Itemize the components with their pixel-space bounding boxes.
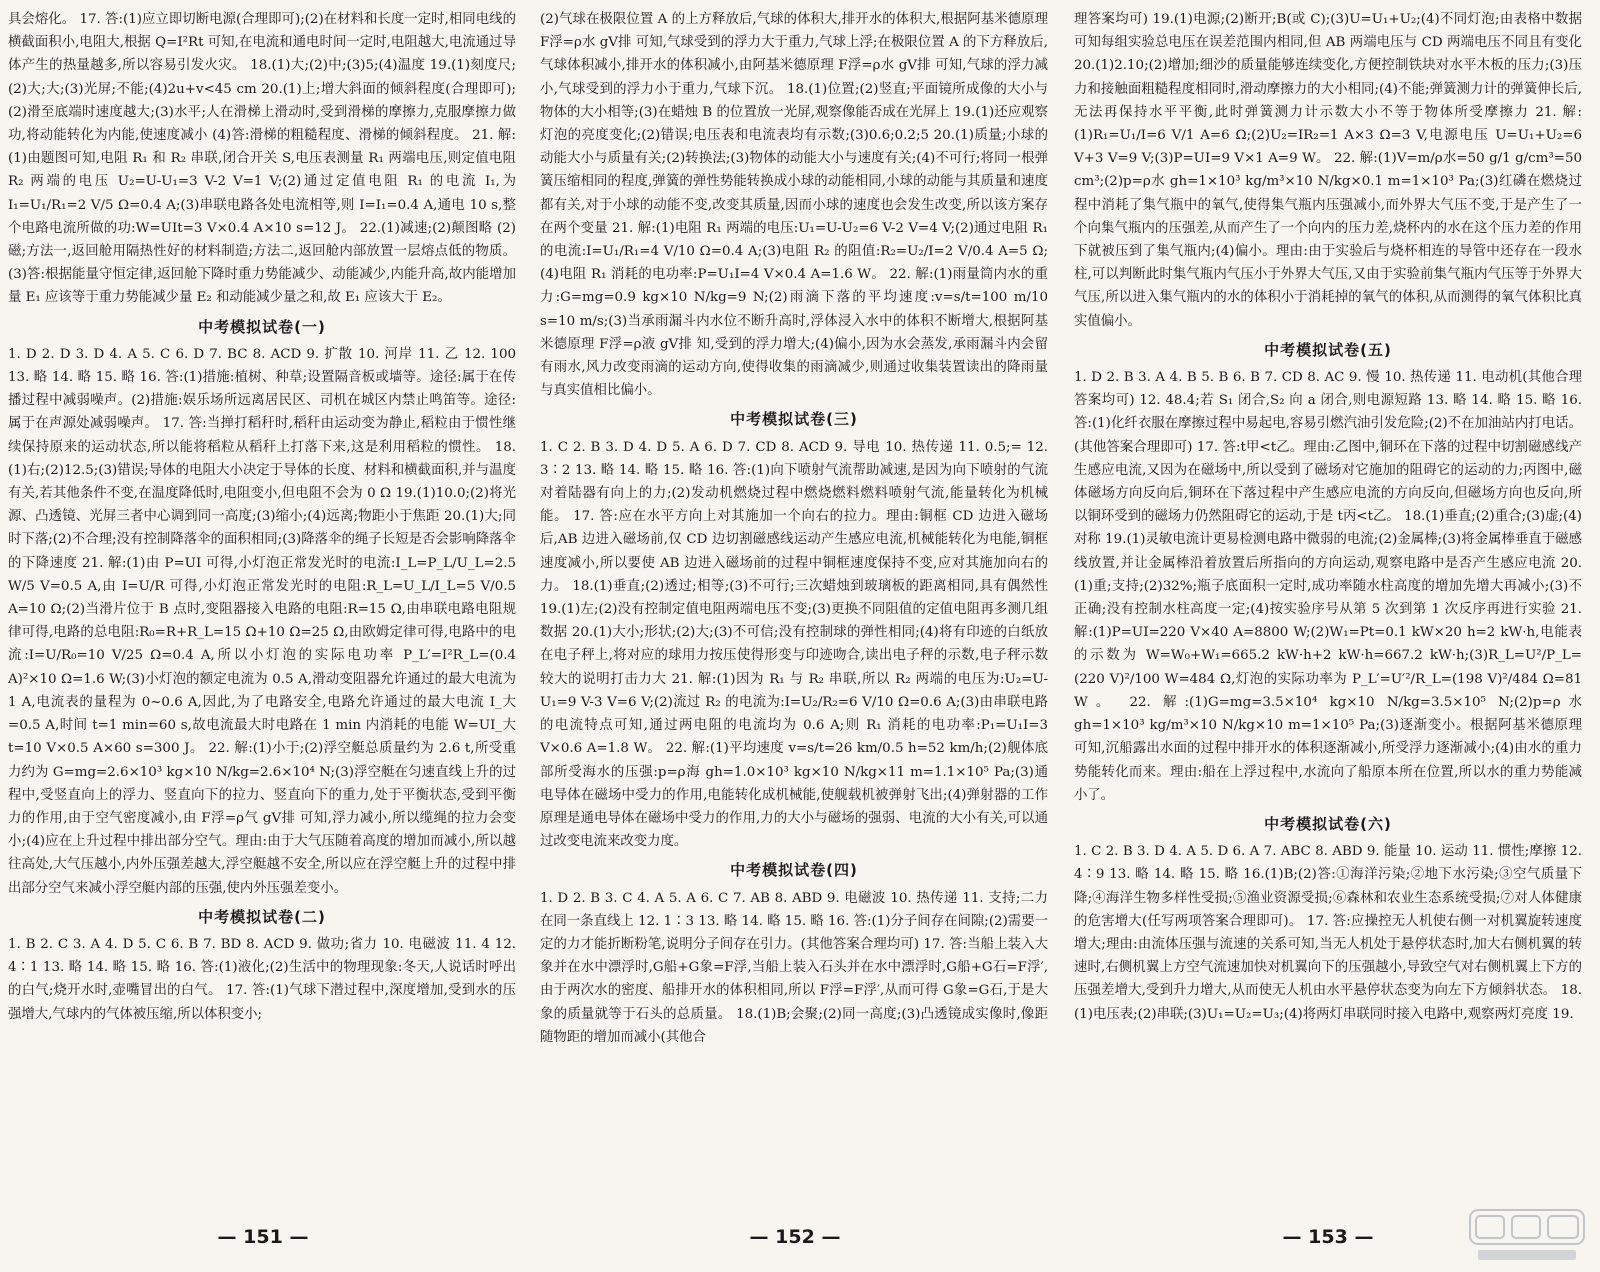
page-number: — 152 — <box>749 1226 841 1248</box>
page-number: — 153 — <box>1282 1226 1374 1248</box>
page-number: — 151 — <box>217 1226 309 1248</box>
answer-paragraph: 1. D 2. B 3. A 4. B 5. B 6. B 7. CD 8. AC 9. 慢 10. 热传递 11. 电动机(其他合理答案均可) 12. 48.4;若 S₁ 闭合,S₂ 向 a 闭合,则电源短路 13. 略 14. 略 15. 略 16. 答:(1)化纤衣服在摩擦过程中易起电,容易引燃汽油引发危险;(2)不在加油站内打电话。(其他答案合理即可) 17. 答:t甲<t乙。理由:乙图中,铜环在下落的过程中切割磁感线产生感应电流,又因为在磁场中,所以受到了磁场对它施加的阻碍它的运动的力;丙图中,磁体磁场方向反向后,铜环在下落过程中产生感应电流的方向反向,但磁场方向也反向,所以铜环受到的磁场力仍然阻碍它的运动,于是 t丙<t乙。 18.(1)垂直;(2)重合;(3)虚;(4)对称 19.(1)灵敏电流计更易检测电路中微弱的电流;(2)金属棒;(3)将金属棒垂直于磁感线放置,并让金属棒沿着放置后所指向的方向运动,观察电路中是否产生感应电流 20.(1)重;支持;(2)32%;瓶子底面积一定时,成功率随水柱高度的增加先增大再减小;(3)不正确;没有控制水柱高度一定;(4)按实验序号从第 5 次到第 1 次反序再进行实验 21. 解:(1)P=UI=220 V×40 A=8800 W;(2)W₁=Pt=0.1 kW×20 h=2 kW·h,电能表的示数为 W=W₀+W₁=665.2 kW·h+2 kW·h=667.2 kW·h;(3)R_L=U²/P_L=(220 V)²/100 W=484 Ω,灯泡的实际功率为 P_L′=U′²/R_L=(198 V)²/484 Ω=81 W。 22. 解:(1)G=mg=3.5×10⁴ kg×10 N/kg=3.5×10⁵ N;(2)p=ρ水 gh=1×10³ kg/m³×10 N/kg×10 m=1×10⁵ Pa;(3)逐渐变小。根据阿基米德原理可知,沉船露出水面的过程中排开水的体积逐渐减小,所受浮力逐渐减小;(4)由水的重力势能转化而来。理由:船在上浮过程中,水流向了船原本所在位置,所以水的重力势能减小了。 <box>1074 370 1582 803</box>
page-number-value: 153 <box>1308 1226 1348 1248</box>
section-heading: 中考模拟试卷(五) <box>1264 340 1392 359</box>
section-heading: 中考模拟试卷(四) <box>730 861 858 880</box>
watermark-logo-icon <box>1468 1206 1586 1264</box>
answer-paragraph: 1. C 2. B 3. D 4. D 5. A 6. D 7. CD 8. ACD 9. 导电 10. 热传递 11. 0.5;= 12. 3∶2 13. 略 14. 略 15. 略 16. 答:(1)向下喷射气流帮助减速,是因为向下喷射的气流对着陆器有向上的力;(2)发动机燃烧过程中燃烧燃料燃料喷射气流,能量转化为机械能。 17. 答:应在水平方向上对其施加一个向右的拉力。理由:铜框 CD 边进入磁场后,AB 边进入磁场前,仅 CD 边切割磁感线运动产生感应电流,机械能转化为电能,铜框速度减小,所以要使 AB 边进入磁场前的过程中铜框速度保持不变,应对其施加向右的力。 18.(1)垂直;(2)透过;相等;(3)不可行;三次蜡烛到玻璃板的距离相同,具有偶然性 19.(1)左;(2)没有控制定值电阻两端电压不变;(3)更换不同阻值的定值电阻再多测几组数据 20.(1)大小;形状;(2)大;(3)不可信;没有控制球的弹性相同;(4)将有印迹的白纸放在电子秤上,将对应的球用力按压使得形变与印迹吻合,读出电子秤的示数,电子秤示数较大的说明打击力大 21. 解:(1)因为 R₁ 与 R₂ 串联,所以 R₂ 两端的电压为:U₂=U-U₁=9 V-3 V=6 V;(2)流过 R₂ 的电流为:I=U₂/R₂=6 V/10 Ω=0.6 A;(3)由串联电路的电流特点可知,通过两电阻的电流均为 0.6 A;则 R₁ 消耗的电功率:P₁=U₁I=3 V×0.6 A=1.8 W。 22. 解:(1)平均速度 v=s/t=26 km/0.5 h=52 km/h;(2)舰体底部所受海水的压强:p=ρ海 gh=1.0×10³ kg×10 N/kg×11 m=1.1×10⁵ Pa;(3)通电导体在磁场中受力的作用,电能转化成机械能,使舰载机被弹射飞出;(4)弹射器的工作原理是通电导体在磁场中受力的作用,力的大小与磁场的强弱、电流的大小有关,可以通过改变电流来改变力度。 <box>540 439 1048 850</box>
page-number-value: 151 <box>243 1226 283 1248</box>
section-heading: 中考模拟试卷(三) <box>730 410 858 429</box>
section-heading: 中考模拟试卷(六) <box>1264 814 1392 833</box>
section-heading: 中考模拟试卷(一) <box>198 317 326 336</box>
column-2 <box>540 8 1048 1223</box>
answer-paragraph: 1. C 2. B 3. D 4. A 5. D 6. A 7. ABC 8. ABD 9. 能量 10. 运动 11. 惯性;摩擦 12. 4∶9 13. 略 14. 略 15. 略 16.(1)B;(2)答:①海洋污染;②地下水污染;③空气质量下降;④海洋生物多样性受损;⑤渔业资源受损;⑥森林和农业生态系统受损;⑦对人体健康的危害增大(任写两项答案合理即可)。 17. 答:应操控无人机使右侧一对机翼旋转速度增大;理由:由流体压强与流速的关系可知,当无人机处于悬停状态时,加大右侧机翼的转速时,右侧机翼上方空气流速加快对机翼向下的压强越小,导致空气对右侧机翼上下方的压强差增大,受到升力增大,从而使无人机由水平悬停状态变为向左下方倾斜状态。 18.(1)电压表;(2)串联;(3)U₁=U₂=U₃;(4)将两灯串联同时接入电路中,观察两灯亮度 19. <box>1074 844 1582 1022</box>
section-heading: 中考模拟试卷(二) <box>198 907 326 926</box>
page-number-value: 152 <box>775 1226 815 1248</box>
column-1 <box>8 8 516 1223</box>
column-3 <box>1074 8 1582 1223</box>
answer-paragraph: 理答案均可) 19.(1)电源;(2)断开;B(或 C);(3)U=U₁+U₂;(4)不同灯泡;由表格中数据可知每组实验总电压在误差范围内相同,但 AB 两端电压与 CD 两端电压不同且有变化 20.(1)2.10;(2)增加;细沙的质量能够连续变化,方便控制铁块对水平木板的压力;(3)压力和接触面粗糙程度相同时,滑动摩擦力的大小相同;(4)不能;弹簧测力计的弹簧伸长后,无法再保持水平平衡,此时弹簧测力计示数大小不等于物体所受摩擦力 21. 解:(1)R₁=U₁/I=6 V/1 A=6 Ω;(2)U₂=IR₂=1 A×3 Ω=3 V,电源电压 U=U₁+U₂=6 V+3 V=9 V;(3)P=UI=9 V×1 A=9 W。 22. 解:(1)V=m/ρ水=50 g/1 g/cm³=50 cm³;(2)p=ρ水 gh=1×10³ kg/m³×10 N/kg×0.1 m=1×10³ Pa;(3)红磷在燃烧过程中消耗了集气瓶中的氧气,使得集气瓶内压强减小,而外界大气压不变,于是产生了一个向集气瓶内的压强差,从而产生了一个向内的压力差,烧杯内的水在这个压力差的作用下就被压到了集气瓶内;(4)偏小。理由:由于实验后与烧杯相连的导管中还存在一段水柱,可以判断此时集气瓶内气压小于外界大气压,又由于实验前集气瓶内气压等于外界大气压,所以进入集气瓶内的水的体积小于消耗掉的氧气的体积,从而测得的氧气体积比真实值偏小。 <box>1074 12 1582 329</box>
answer-paragraph: 具会熔化。 17. 答:(1)应立即切断电源(合理即可);(2)在材料和长度一定时,相同电线的横截面积小,电阻大,根据 Q=I²Rt 可知,在电流和通电时间一定时,电阻越大,电流通过导体产生的热量越多,所以容易引发火灾。 18.(1)大;(2)中;(3)5;(4)温度 19.(1)刻度尺;(2)大;大;(3)光屏;不能;(4)2u+v<45 cm 20.(1)上;增大斜面的倾斜程度(合理即可);(2)滑至底端时速度越大;(3)水平;人在滑梯上滑动时,受到滑梯的摩擦力,克服摩擦力做功,将动能转化为内能,使速度减小 (4)答:滑梯的粗糙程度、滑梯的倾斜程度。 21. 解:(1)由题图可知,电阻 R₁ 和 R₂ 串联,闭合开关 S,电压表测量 R₁ 两端电压,则定值电阻 R₂ 两端的电压 U₂=U-U₁=3 V-2 V=1 V;(2)通过定值电阻 R₁ 的电流 I₁,为 I₁=U₁/R₁=2 V/5 Ω=0.4 A;(3)串联电路各处电流相等,则 I=I₁=0.4 A,通电 10 s,整个电路电流所做的功:W=UIt=3 V×0.4 A×10 s=12 J。 22.(1)减速;(2)颠图略 (2)磁;方法一,返回舱用隔热性好的材料制造;方法二,返回舱内部放置一层熔点低的物质。(3)答:根据能量守恒定律,返回舱下降时重力势能减少、动能减少,内能升高,故内能增加量 E₁ 应该等于重力势能减少量 E₂ 和动能减少量之和,故 E₁ 应该大于 E₂。 <box>8 12 516 306</box>
answer-paragraph: 1. D 2. D 3. D 4. A 5. C 6. D 7. BC 8. ACD 9. 扩散 10. 河岸 11. 乙 12. 100 13. 略 14. 略 15. 略 16. 答:(1)措施:植树、种草;设置隔音板或墙等。途径:属于在传播过程中减弱噪声。(2)措施:娱乐场所远离居民区、司机在城区内禁止鸣笛等。途径:属于在声源处减弱噪声。 17. 答:当掸打稻秆时,稻秆由运动变为静止,稻粒由于惯性继续保持原来的运动状态,所以能将稻粒从稻秆上打落下来,这是利用稻粒的惯性。 18.(1)右;(2)12.5;(3)错误;导体的电阻大小决定于导体的长度、材料和横截面积,并与温度有关,若其他条件不变,在温度降低时,电阻变小,但电阻不会为 0 Ω 19.(1)10.0;(2)将光源、凸透镜、光屏三者中心调到同一高度;(3)缩小;(4)远离;物距小于焦距 20.(1)大;同时下落;(2)不合理;没有控制降落伞的面积相同;(3)降落伞的绳子长短是否会影响降落伞的下降速度 21. 解:(1)由 P=UI 可得,小灯泡正常发光时的电流:I_L=P_L/U_L=2.5 W/5 V=0.5 A,由 I=U/R 可得,小灯泡正常发光时的电阻:R_L=U_L/I_L=5 V/0.5 A=10 Ω;(2)当滑片位于 B 点时,变阻器接入电路的电阻:R=15 Ω,由串联电路电阻规律可得,电路的总电阻:R₀=R+R_L=15 Ω+10 Ω=25 Ω,由欧姆定律可得,电路中的电流:I=U/R₀=10 V/25 Ω=0.4 A,所以小灯泡的实际电功率 P_L′=I²R_L=(0.4 A)²×10 Ω=1.6 W;(3)小灯泡的额定电流为 0.5 A,滑动变阻器允许通过的最大电流为 1 A,电流表的量程为 0~0.6 A,因此,为了电路安全,电路允许通过的最大电流 I_大=0.5 A,时间 t=1 min=60 s,故电流最大时电路在 1 min 内消耗的电能 W=UI_大 t=10 V×0.5 A×60 s=300 J。 22. 解:(1)小于;(2)浮空艇总质量约为 2.6 t,所受重力约为 G=mg=2.6×10³ kg×10 N/kg=2.6×10⁴ N;(3)浮空艇在匀速直线上升的过程中,受竖直向上的浮力、竖直向下的拉力、竖直向下的重力,处于平衡状态,受到平衡力的作用,由于空气密度减小,由 F浮=ρ气 gV排 可知,浮力减小,所以缆绳的拉力会变小;(4)应在上升过程中排出部分空气。理由:由于大气压随着高度的增加而减小,所以越往高处,大气压越小,内外压强差越大,浮空艇越不安全,所以应在浮空艇上升的过程中排出部分空气来减小浮空艇内部的压强,使内外压强差变小。 <box>8 346 516 896</box>
answer-paragraph: (2)气球在极限位置 A 的上方释放后,气球的体积大,排开水的体积大,根据阿基米德原理 F浮=ρ水 gV排 可知,气球受到的浮力大于重力,气球上浮;在极限位置 A 的下方释放后,气球体积减小,排开水的体积减小,由阿基米德原理 F浮=ρ水 gV排 可知,气球的浮力减小,气球受到的浮力小于重力,气球下沉。 18.(1)位置;(2)竖直;平面镜所成像的大小与物体的大小相等;(3)在蜡烛 B 的位置放一光屏,观察像能否成在光屏上 19.(1)还应观察灯泡的亮度变化;(2)错误;电压表和电流表均有示数;(3)0.6;0.2;5 20.(1)质量;小球的动能大小与质量有关;(2)转换法;(3)物体的动能大小与速度有关;(4)不可行;将同一根弹簧压缩相同的程度,弹簧的弹性势能转换成小球的动能相同,小球的动能与其质量和速度都有关,对于小球的动能不变,改变其质量,因而小球的速度也会发生改变,所以该方案存在两个变量 21. 解:(1)电阻 R₁ 两端的电压:U₁=U-U₂=6 V-2 V=4 V;(2)通过电阻 R₁ 的电流:I=U₁/R₁=4 V/10 Ω=0.4 A;(3)电阻 R₂ 的阻值:R₂=U₂/I=2 V/0.4 A=5 Ω;(4)电阻 R₁ 消耗的电功率:P=U₁I=4 V×0.4 A=1.6 W。 22. 解:(1)雨量筒内水的重力:G=mg=0.9 kg×10 N/kg=9 N;(2)雨滴下落的平均速度:v=s/t=100 m/10 s=10 m/s;(3)当承雨漏斗内水位不断升高时,浮体浸入水中的体积不断增大,根据阿基米德原理 F浮=ρ液 gV排 知,受到的浮力增大;(4)偏小,因为水会蒸发,承雨漏斗内会留有雨水,风力改变雨滴的运动方向,使得收集的雨滴减少,则通过收集装置读出的降雨量与真实值相比偏小。 <box>540 12 1048 399</box>
answer-paragraph: 1. D 2. B 3. C 4. A 5. A 6. C 7. AB 8. ABD 9. 电磁波 10. 热传递 11. 支持;二力在同一条直线上 12. 1∶3 13. 略 14. 略 15. 略 16. 答:(1)分子间存在间隙;(2)需要一定的力才能折断粉笔,说明分子间存在引力。(其他答案合理均可) 17. 答:当船上装入大象并在水中漂浮时,G船+G象=F浮,当船上装入石头并在水中漂浮时,G船+G石=F浮′,由于两次水的密度、船排开水的体积相同,所以 F浮=F浮′,从而可得 G象=G石,于是大象的质量就等于石头的总质量。 18.(1)B;会聚;(2)同一高度;(3)凸透镜成实像时,像距随物距的增加而减小(其他合 <box>540 890 1048 1045</box>
answer-paragraph: 1. B 2. C 3. A 4. D 5. C 6. B 7. BD 8. ACD 9. 做功;省力 10. 电磁波 11. 4 12. 4∶1 13. 略 14. 略 15. 略 16. 答:(1)液化;(2)生活中的物理现象:冬天,人说话时呼出的白气;烧开水时,壶嘴冒出的白气。 17. 答:(1)气球下潜过程中,深度增加,受到水的压强增大,气球内的气体被压缩,所以体积变小; <box>8 936 516 1022</box>
